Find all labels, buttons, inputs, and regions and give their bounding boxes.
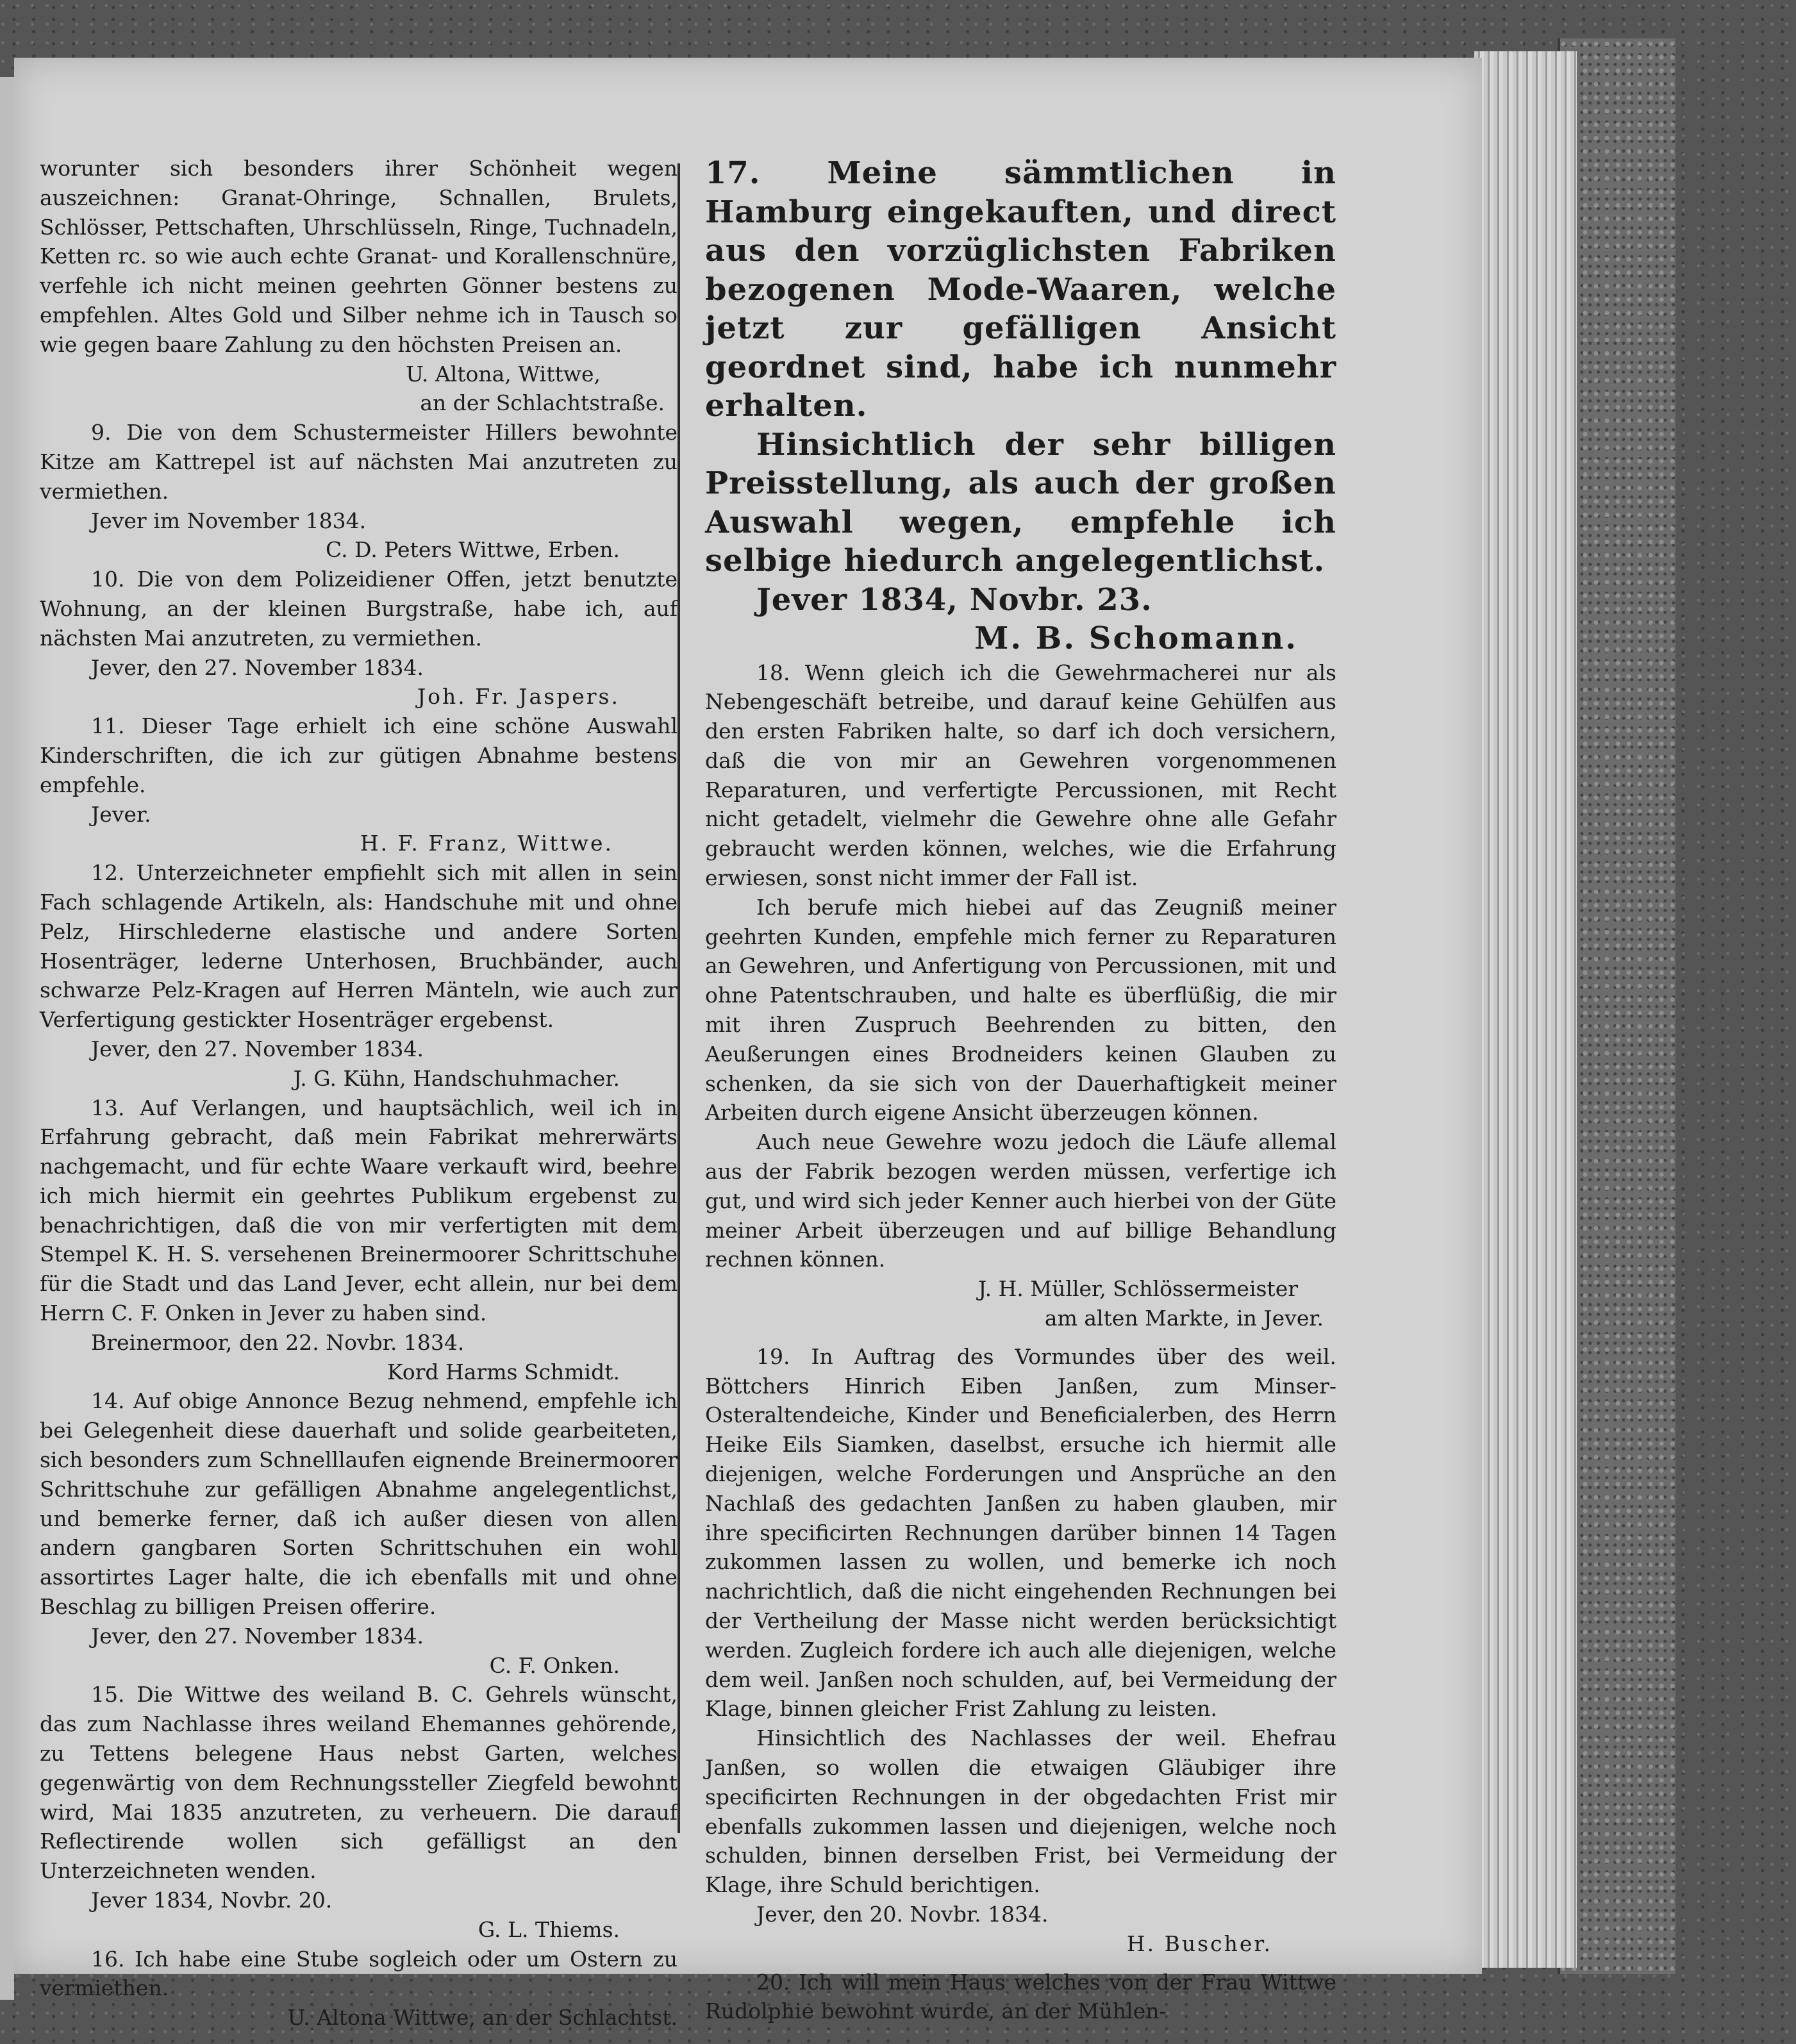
entry-14 bbox=[40, 1386, 678, 1680]
entry-10 bbox=[40, 565, 678, 711]
entry-text-continued: Hinsichtlich der sehr billigen Preisstellung, als auch der großen Auswahl wegen, empfehle ich selbige hiedurch angelegentlichst. bbox=[705, 426, 1336, 579]
entry-date: Jever 1834, Novbr. 23. bbox=[756, 581, 1152, 618]
facing-page-edge bbox=[0, 77, 14, 2000]
entry-signature: C. F. Onken. bbox=[489, 1652, 620, 1678]
entry-11 bbox=[40, 711, 678, 858]
entry-signature: U. Altona Wittwe, an der Schlachtst. bbox=[287, 2005, 678, 2031]
entry-17 bbox=[705, 154, 1336, 658]
entry-15 bbox=[40, 1680, 678, 1944]
entry-date: Jever, den 20. Novbr. 1834. bbox=[756, 1901, 1049, 1927]
entry-signature-address: am alten Markte, in Jever. bbox=[1044, 1306, 1324, 1331]
entry-text: 9. Die von dem Schustermeister Hillers bewohnte Kitze am Kattrepel ist auf nächsten Mai anzutreten zu vermiethen. bbox=[40, 420, 678, 504]
entry-signature: U. Altona, Wittwe, bbox=[406, 361, 601, 386]
entry-text-continued: Auch neue Gewehre wozu jedoch die Läufe allemal aus der Fabrik bezogen werden müssen, verfertige ich gut, und wird sich jeder Kenner auch hierbei von der Güte meiner Arbeit überzeugen und auf billige Behandlung rechnen können. bbox=[705, 1129, 1336, 1272]
entry-date: Jever, den 27. November 1834. bbox=[91, 1623, 424, 1649]
entry-18 bbox=[705, 658, 1336, 1333]
entry-text-continued: Ich berufe mich hiebei auf das Zeugniß meiner geehrten Kunden, empfehle mich ferner zu Reparaturen an Gewehren, und Anfertigung von Percussionen, mit und ohne Patentschrauben, und halte es überflüßig, die mir mit ihren Zuspruch Beehrenden zu bitten, den Aeußerungen eines Brodneiders keinen Glauben zu schenken, da sie sich von der Dauerhaftigkeit meiner Arbeiten durch eigene Ansicht überzeugen können. bbox=[705, 894, 1336, 1126]
entry-text: 20. Ich will mein Haus welches von der Frau Wittwe Rudolphie bewohnt wurde, an der Mühlen- bbox=[705, 1969, 1336, 2024]
newspaper-page bbox=[14, 58, 1482, 2031]
entry-text: 17. Meine sämmtlichen in Hamburg eingekauften, und direct aus den vorzüglichsten Fabriken bezogenen Mode-Waaren, welche jetzt zur gefälligen Ansicht geordnet sind, habe ich nunmehr erhalten. bbox=[705, 155, 1336, 424]
right-column bbox=[705, 154, 1336, 2026]
column-divider bbox=[678, 163, 680, 1833]
entry-text: 19. In Auftrag des Vormundes über des weil. Böttchers Hinrich Eiben Janßen, zum Minser-Osteraltendeiche, Kinder und Beneficialerben, des Herrn Heike Eils Siamken, daselbst, ersuche ich hiermit alle diejenigen, welche Forderungen und Ansprüche an den Nachlaß des gedachten Janßen zu haben glauben, mir ihre specificirten Rechnungen darüber binnen 14 Tagen zukommen lassen zu wollen, und bemerke ich noch nachrichtlich, daß die nicht eingehenden Rechnungen bei der Vertheilung der Masse nicht werden berücksichtigt werden. Zugleich fordere ich auch alle diejenigen, welche dem weil. Janßen noch schulden, auf, bei Vermeidung der Klage, binnen gleicher Frist Zahlung zu leisten. bbox=[705, 1343, 1336, 1722]
entry-16 bbox=[40, 1945, 678, 2032]
entry-date: Jever. bbox=[91, 801, 151, 827]
page-edges-stack bbox=[1474, 51, 1577, 1968]
entry-19 bbox=[705, 1342, 1336, 1959]
entry-signature: Joh. Fr. Jaspers. bbox=[417, 684, 620, 710]
left-column bbox=[40, 154, 678, 2032]
entry-signature: Kord Harms Schmidt. bbox=[387, 1359, 620, 1384]
entry-20 bbox=[705, 1968, 1336, 2027]
entry-signature: H. F. Franz, Wittwe. bbox=[360, 831, 613, 856]
entry-text: worunter sich besonders ihrer Schönheit wegen auszeichnen: Granat-Ohringe, Schnallen, Brulets, Schlösser, Pettschaften, Uhrschlüsseln, Ringe, Tuchnadeln, Ketten rc. so wie auch echte Granat- und Korallenschnüre, verfehle ich nicht meinen geehrten Gönner bestens zu empfehlen. Altes Gold und Silber nehme ich in Tausch so wie gegen baare Zahlung zu den höchsten Preisen an. bbox=[40, 156, 678, 357]
entry-date: Jever 1834, Novbr. 20. bbox=[91, 1888, 333, 1913]
entry-date: Jever im November 1834. bbox=[91, 508, 367, 533]
entry-signature-address: an der Schlachtstraße. bbox=[420, 390, 665, 416]
entry-signature: J. G. Kühn, Handschuhmacher. bbox=[293, 1065, 620, 1091]
entry-text: 13. Auf Verlangen, und hauptsächlich, weil ich in Erfahrung gebracht, daß mein Fabrikat mehrerwärts nachgemacht, und für echte Waare verkauft wird, beehre ich mich hiermit ein geehrtes Publikum ergebenst zu benachrichtigen, daß die von mir verfertigten mit dem Stempel K. H. S. versehenen Breinermoorer Schrittschuhe für die Stadt und das Land Jever, echt allein, nur bei dem Herrn C. F. Onken in Jever zu haben sind. bbox=[40, 1095, 678, 1326]
entry-12 bbox=[40, 858, 678, 1093]
entry-9 bbox=[40, 418, 678, 565]
entry-continued bbox=[40, 154, 678, 418]
entry-date: Jever, den 27. November 1834. bbox=[91, 1036, 424, 1061]
entry-date: Breinermoor, den 22. Novbr. 1834. bbox=[91, 1329, 465, 1355]
entry-date: Jever, den 27. November 1834. bbox=[91, 654, 424, 680]
entry-signature: G. L. Thiems. bbox=[478, 1916, 620, 1942]
entry-text: 12. Unterzeichneter empfiehlt sich mit allen in sein Fach schlagende Artikeln, als: Handschuhe mit und ohne Pelz, Hirschlederne elastische und andere Sorten Hosenträger, lederne Unterhosen, Bruchbänder, auch schwarze Pelz-Kragen auf Herren Mänteln, wie auch zur Verfertigung gestickter Hosenträger ergebenst. bbox=[40, 860, 678, 1033]
entry-13 bbox=[40, 1093, 678, 1387]
entry-text: 11. Dieser Tage erhielt ich eine schöne Auswahl Kinderschriften, die ich zur gütigen Abnahme bestens empfehle. bbox=[40, 713, 678, 797]
entry-text: 15. Die Wittwe des weiland B. C. Gehrels wünscht, das zum Nachlasse ihres weiland Ehemannes gehörende, zu Tettens belegene Haus nebst Garten, welches gegenwärtig von dem Rechnungssteller Ziegfeld bewohnt wird, Mai 1835 anzutreten, zu verheuern. Die darauf Reflectirende wollen sich gefälligst an den Unterzeichneten wenden. bbox=[40, 1682, 678, 1884]
entry-text: 18. Wenn gleich ich die Gewehrmacherei nur als Nebengeschäft betreibe, und darauf keine Gehülfen aus den ersten Fabriken halte, so darf ich doch versichern, daß die von mir an Gewehren vorgenommenen Reparaturen, und verfertigte Percussionen, mit Recht nicht getadelt, vielmehr die Gewehre ohne alle Gefahr gebraucht werden können, welches, wie die Erfahrung erwiesen, sonst nicht immer der Fall ist. bbox=[705, 660, 1336, 891]
entry-signature: M. B. Schomann. bbox=[974, 620, 1298, 656]
entry-signature: H. Buscher. bbox=[1126, 1931, 1272, 1956]
entry-signature: J. H. Müller, Schlössermeister bbox=[977, 1276, 1298, 1302]
entry-text-continued: Hinsichtlich des Nachlasses der weil. Ehefrau Janßen, so wollen die etwaigen Gläubiger ihre specificirten Rechnungen in der obgedachten Frist mir ebenfalls zukommen lassen und diejenigen, welche noch schulden, binnen derselben Frist, bei Vermeidung der Klage, ihre Schuld berichtigen. bbox=[705, 1725, 1336, 1898]
entry-signature: C. D. Peters Wittwe, Erben. bbox=[326, 537, 620, 563]
entry-text: 14. Auf obige Annonce Bezug nehmend, empfehle ich bei Gelegenheit diese dauerhaft und solide gearbeiteten, sich besonders zum Schnelllaufen eignende Breinermoorer Schrittschuhe zur gefälligen Abnahme angelegentlichst, und bemerke ferner, daß ich außer diesen von allen andern gangbaren Sorten Schrittschuhen ein wohl assortirtes Lager halte, die ich ebenfalls mit und ohne Beschlag zu billigen Preisen offerire. bbox=[40, 1388, 678, 1620]
entry-text: 10. Die von dem Polizeidiener Offen, jetzt benutzte Wohnung, an der kleinen Burgstraße, habe ich, auf nächsten Mai anzutreten, zu vermiethen. bbox=[40, 567, 678, 651]
entry-text: 16. Ich habe eine Stube sogleich oder um Ostern zu vermiethen. bbox=[40, 1946, 678, 2001]
